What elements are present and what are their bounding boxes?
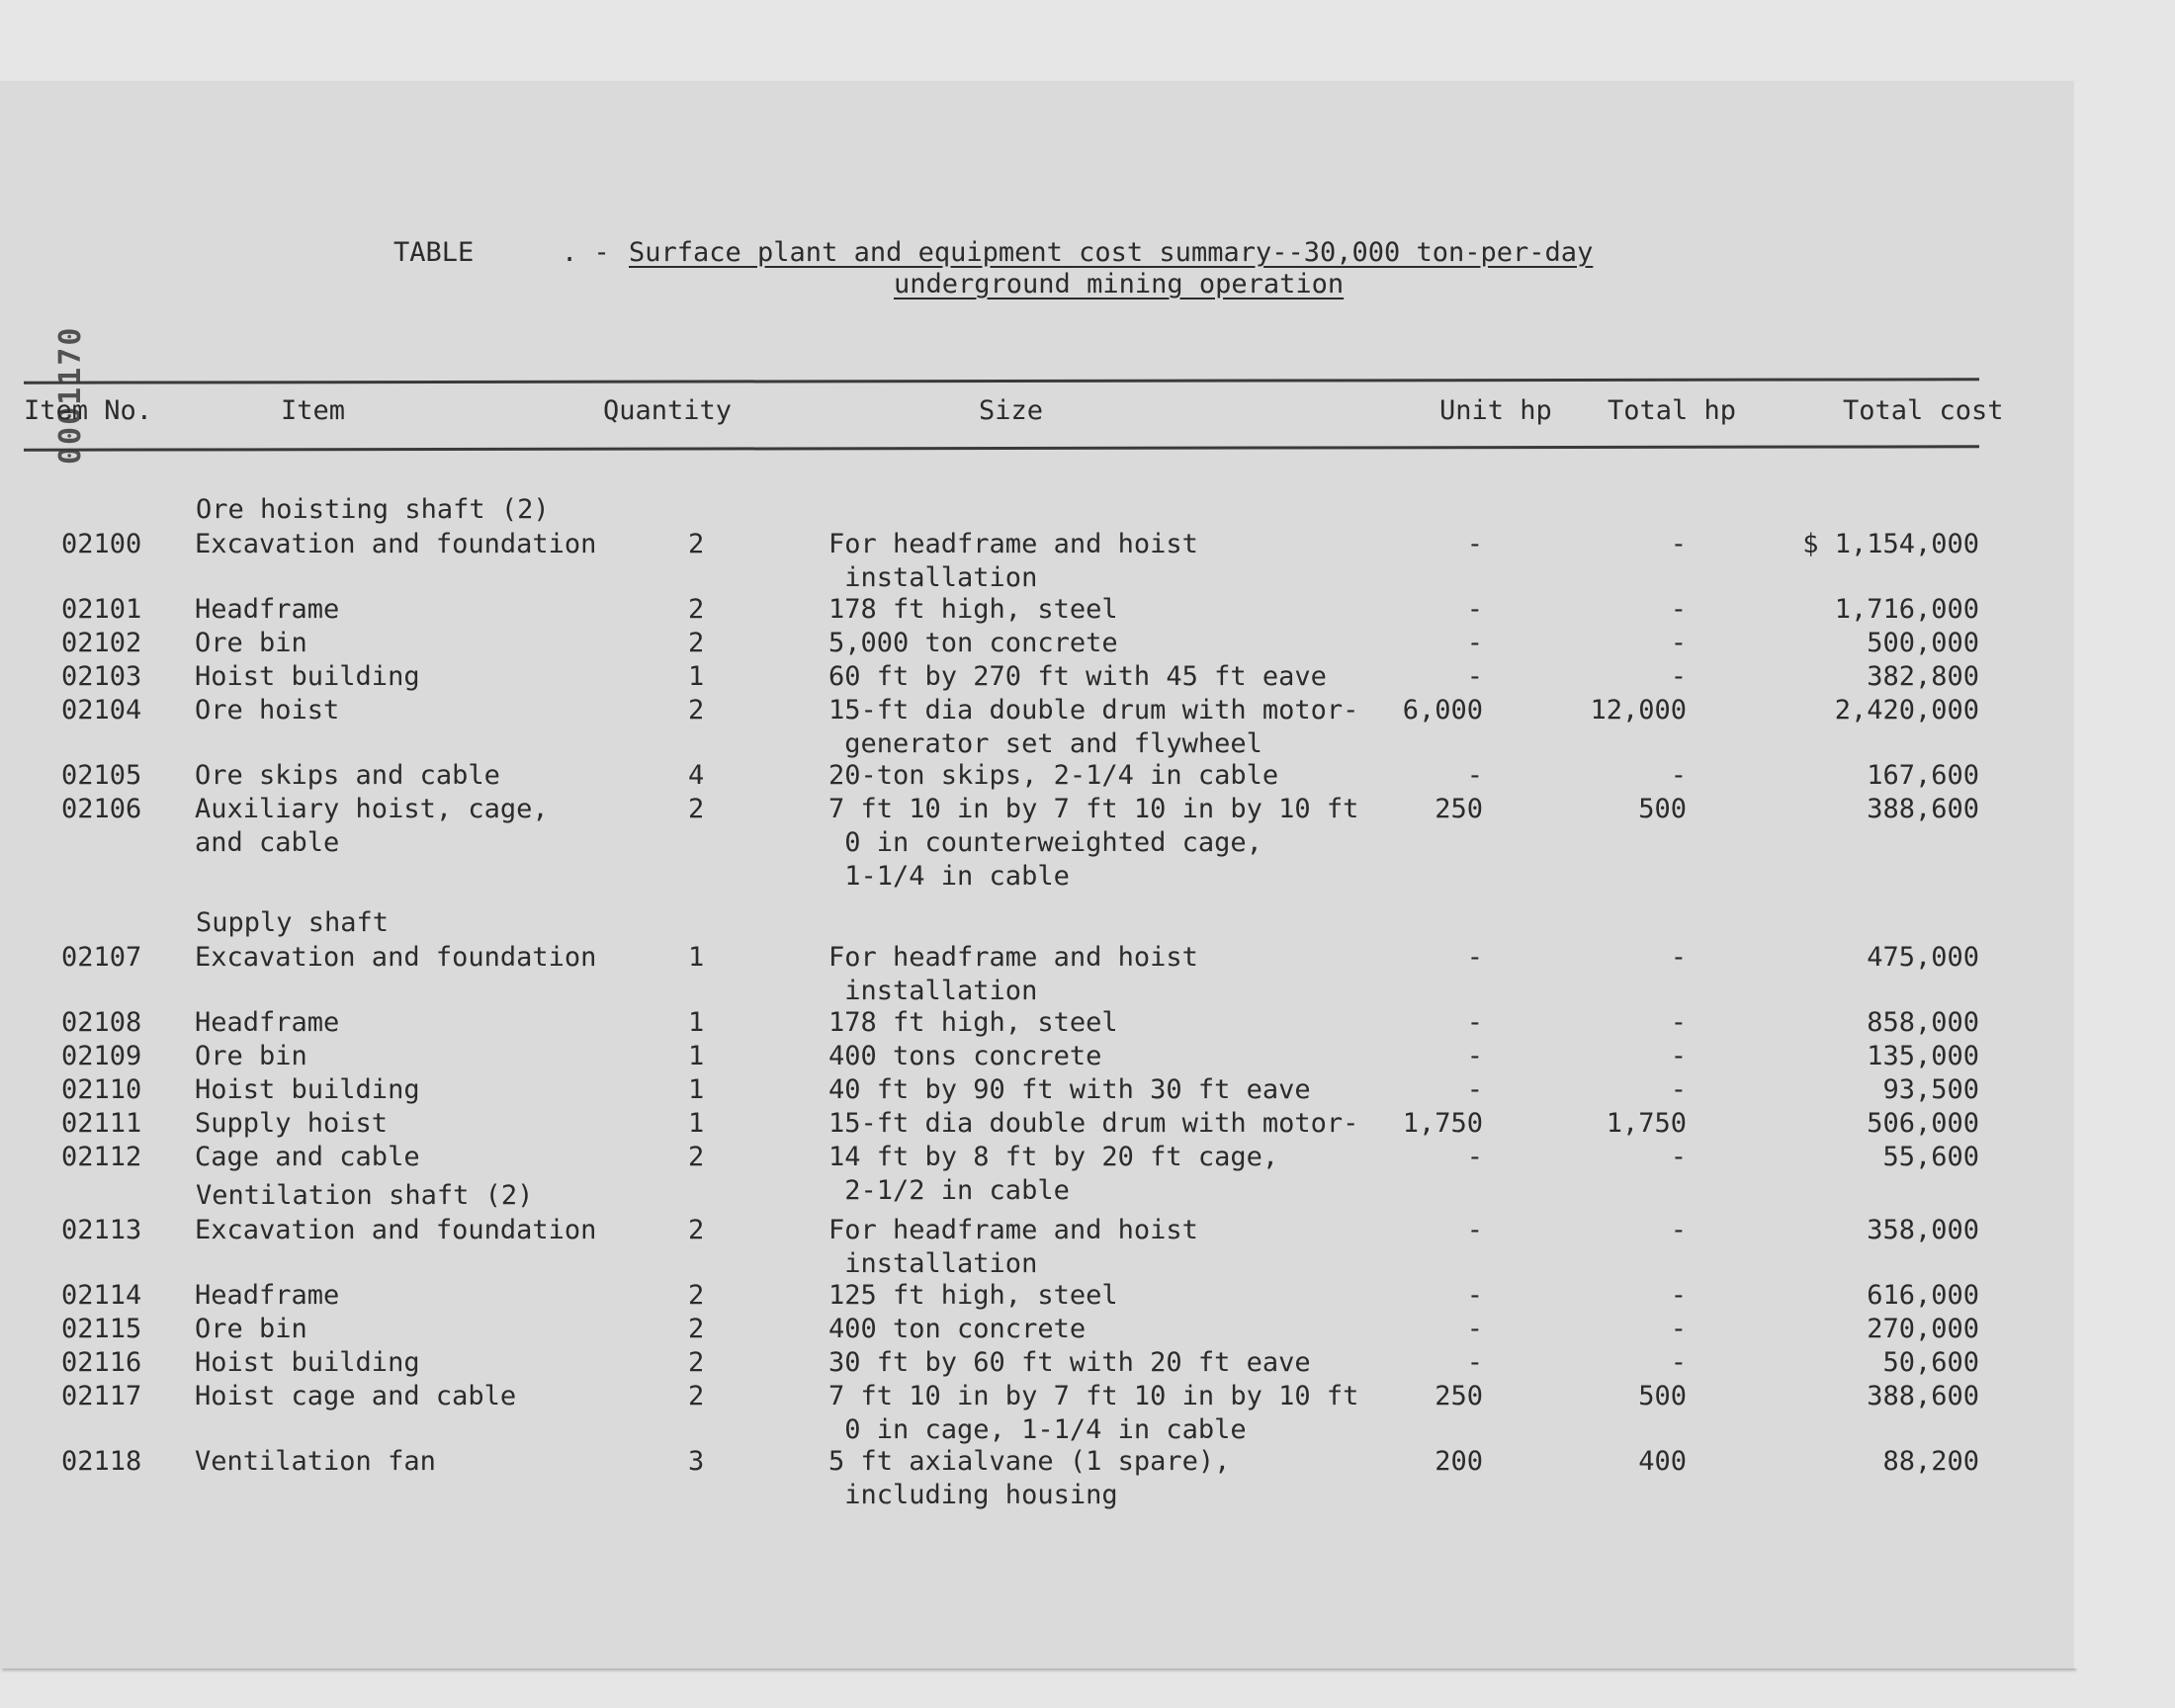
item-name: Supply hoist: [195, 1108, 389, 1139]
item-total-hp: -: [1670, 1347, 1687, 1378]
item-total-hp: -: [1670, 1041, 1687, 1071]
item-total-cost: 270,000: [1867, 1314, 1979, 1344]
section-heading: Ore hoisting shaft (2): [196, 494, 550, 525]
item-number: 02103: [61, 661, 142, 692]
item-size: 5,000 ton concrete: [828, 628, 1118, 658]
item-size: 30 ft by 60 ft with 20 ft eave: [828, 1347, 1311, 1378]
item-name: Hoist cage and cable: [195, 1381, 517, 1411]
item-total-cost: 388,600: [1867, 794, 1979, 824]
item-name: Hoist building: [195, 661, 420, 692]
header-total-cost: Total cost: [1843, 395, 2004, 426]
title-line-1: Surface plant and equipment cost summary--30,000 ton-per-day: [629, 237, 1594, 268]
item-total-hp: -: [1670, 942, 1687, 973]
item-unit-hp: -: [1466, 529, 1483, 559]
item-total-cost: 55,600: [1882, 1142, 1979, 1172]
page-edge: [2074, 81, 2090, 1668]
item-size: 178 ft high, steel: [828, 594, 1118, 625]
item-size: 178 ft high, steel: [828, 1007, 1118, 1038]
item-number: 02115: [61, 1314, 142, 1344]
item-total-hp: -: [1670, 1215, 1687, 1245]
item-number: 02108: [61, 1007, 142, 1038]
item-size: For headframe and hoist: [828, 942, 1198, 973]
title-dash: . -: [562, 237, 610, 268]
item-size: installation: [828, 1248, 1038, 1279]
item-total-hp: -: [1670, 529, 1687, 559]
item-name: Auxiliary hoist, cage,: [195, 794, 549, 824]
item-unit-hp: -: [1466, 1074, 1483, 1105]
item-total-cost: 388,600: [1867, 1381, 1979, 1411]
item-total-cost: 135,000: [1867, 1041, 1979, 1071]
item-unit-hp: 200: [1435, 1446, 1483, 1477]
item-size: installation: [828, 562, 1038, 593]
item-total-hp: -: [1670, 628, 1687, 658]
item-size: 15-ft dia double drum with motor-: [828, 1108, 1359, 1139]
item-total-hp: -: [1670, 1280, 1687, 1311]
item-total-hp: 500: [1638, 1381, 1687, 1411]
item-total-hp: -: [1670, 1142, 1687, 1172]
item-name: Ore bin: [195, 628, 307, 658]
item-total-cost: 500,000: [1867, 628, 1979, 658]
item-name: Ore skips and cable: [195, 760, 500, 791]
item-number: 02112: [61, 1142, 142, 1172]
item-total-hp: -: [1670, 1074, 1687, 1105]
item-name: Ventilation fan: [195, 1446, 436, 1477]
item-size: 400 ton concrete: [828, 1314, 1087, 1344]
item-unit-hp: 1,750: [1402, 1108, 1483, 1139]
item-total-hp: -: [1670, 1007, 1687, 1038]
header-quantity: Quantity: [603, 395, 733, 426]
item-number: 02117: [61, 1381, 142, 1411]
item-total-hp: -: [1670, 1314, 1687, 1344]
item-total-cost: 50,600: [1882, 1347, 1979, 1378]
item-size: 5 ft axialvane (1 spare),: [828, 1446, 1231, 1477]
item-number: 02118: [61, 1446, 142, 1477]
item-total-hp: 500: [1638, 794, 1687, 824]
item-size: 1-1/4 in cable: [828, 861, 1070, 892]
item-number: 02106: [61, 794, 142, 824]
item-number: 02110: [61, 1074, 142, 1105]
item-unit-hp: -: [1466, 942, 1483, 973]
item-number: 02101: [61, 594, 142, 625]
item-name: Excavation and foundation: [195, 942, 597, 973]
item-total-hp: -: [1670, 594, 1687, 625]
item-total-hp: 400: [1638, 1446, 1687, 1477]
item-total-hp: 1,750: [1606, 1108, 1687, 1139]
item-size: 15-ft dia double drum with motor-: [828, 695, 1359, 726]
title-line-2: underground mining operation: [894, 269, 1345, 299]
section-heading: Ventilation shaft (2): [196, 1180, 534, 1211]
item-number: 02109: [61, 1041, 142, 1071]
item-unit-hp: -: [1466, 1142, 1483, 1172]
title-prefix: TABLE: [393, 237, 475, 268]
item-size: 20-ton skips, 2-1/4 in cable: [828, 760, 1279, 791]
item-size: For headframe and hoist: [828, 1215, 1198, 1245]
item-name-continued: and cable: [195, 827, 340, 858]
item-total-cost: 382,800: [1867, 661, 1979, 692]
item-size: 14 ft by 8 ft by 20 ft cage,: [828, 1142, 1279, 1172]
item-total-cost: 616,000: [1867, 1280, 1979, 1311]
item-total-hp: -: [1670, 760, 1687, 791]
item-total-cost: 167,600: [1867, 760, 1979, 791]
item-total-cost: 858,000: [1867, 1007, 1979, 1038]
item-total-cost: 93,500: [1882, 1074, 1979, 1105]
item-unit-hp: -: [1466, 628, 1483, 658]
item-total-hp: -: [1670, 661, 1687, 692]
item-number: 02100: [61, 529, 142, 559]
item-number: 02114: [61, 1280, 142, 1311]
item-unit-hp: -: [1466, 594, 1483, 625]
item-name: Hoist building: [195, 1074, 420, 1105]
item-name: Ore bin: [195, 1314, 307, 1344]
item-unit-hp: -: [1466, 1007, 1483, 1038]
item-name: Ore hoist: [195, 695, 340, 726]
archive-stamp: 0001170: [53, 325, 88, 465]
item-name: Hoist building: [195, 1347, 420, 1378]
header-total-hp: Total hp: [1608, 395, 1737, 426]
item-unit-hp: -: [1466, 1347, 1483, 1378]
item-unit-hp: -: [1466, 1280, 1483, 1311]
item-unit-hp: 250: [1435, 794, 1483, 824]
item-number: 02113: [61, 1215, 142, 1245]
item-name: Headframe: [195, 594, 340, 625]
item-name: Cage and cable: [195, 1142, 420, 1172]
item-total-cost: 1,716,000: [1834, 594, 1979, 625]
item-unit-hp: -: [1466, 1215, 1483, 1245]
table-body: Ore hoisting shaft (2) Supply shaft Ventilation shaft (2) 02100 Excavation and foundation 2 For headframe and hoist installation - - $ 1,154,000 02101 Headframe 2 178 ft high, steel - - 1,716,000 02102 Ore bin 2 5,000 ton concrete - - 500,000 02103 Hoist building 1 60 ft by 270 ft with 45 ft eave - - 382,800 02104 Ore hoist 2 15-ft dia double drum with motor- generator set and flywheel 6,000 12,000 2,420,000 02105 Ore skips and cable 4 20-ton skips, 2-1/4 in cable - - 167,600 02106 Auxiliary hoist, cage, and cable 2 7 ft 10 in by 7 ft 10 in by 10 ft 0 in counterweighted cage, 1-1/4 in cable 250 500 388,600 02107 Excavation and foundation 1 For headframe and hoist installation - - 475,000 02108 Headframe 1 178 ft high, steel - - 858,000 02109 Ore bin 1 400 tons concrete - - 135,000 02110 Hoist building 1 40 ft by 90 ft with 30 ft eave - - 93,500 02111 Supply hoist 1 15-ft dia double drum with motor- 1,750 1,750 506,000 02112 Cage and cable 2 14 ft by 8 ft by 20 ft cage, 2-1/2 in cable - - 55,600 02113 Excavation and foundation 2 For headframe and hoist installation - - 358,000 02114 Headframe 2 125 ft high, steel - - 616,000 02115 Ore bin 2 400 ton concrete - - 270,000 02116 Hoist building 2 30 ft by 60 ft with 20 ft eave - - 50,600 02117 Hoist cage and cable 2 7 ft 10 in by 7 ft 10 in by 10 ft 0 in cage, 1-1/4 in cable 250 500 388,600 02118 Ventilation fan 3 5 ft axialvane (1 spare), including housing 200 400 88,200: [61, 494, 1979, 1510]
item-size: 40 ft by 90 ft with 30 ft eave: [828, 1074, 1311, 1105]
item-total-cost: 475,000: [1867, 942, 1979, 973]
header-unit-hp: Unit hp: [1439, 395, 1552, 426]
item-size: installation: [828, 976, 1038, 1006]
header-size: Size: [979, 395, 1044, 426]
item-number: 02102: [61, 628, 142, 658]
item-size: including housing: [828, 1480, 1118, 1510]
item-number: 02104: [61, 695, 142, 726]
item-unit-hp: -: [1466, 1314, 1483, 1344]
item-total-cost: 2,420,000: [1834, 695, 1979, 726]
item-unit-hp: 250: [1435, 1381, 1483, 1411]
item-unit-hp: -: [1466, 661, 1483, 692]
item-unit-hp: -: [1466, 760, 1483, 791]
item-name: Ore bin: [195, 1041, 307, 1071]
item-size: 7 ft 10 in by 7 ft 10 in by 10 ft: [828, 794, 1359, 824]
header-item-no: Item No.: [24, 395, 153, 426]
item-size: 2-1/2 in cable: [828, 1175, 1070, 1206]
header-item: Item: [281, 395, 346, 426]
item-number: 02107: [61, 942, 142, 973]
item-number: 02116: [61, 1347, 142, 1378]
item-total-hp: 12,000: [1590, 695, 1687, 726]
section-heading: Supply shaft: [196, 907, 390, 938]
item-size: For headframe and hoist: [828, 529, 1198, 559]
item-size: 0 in counterweighted cage,: [828, 827, 1262, 858]
item-unit-hp: 6,000: [1402, 695, 1483, 726]
item-total-cost: 506,000: [1867, 1108, 1979, 1139]
item-name: Excavation and foundation: [195, 1215, 597, 1245]
item-name: Headframe: [195, 1280, 340, 1311]
item-size: 400 tons concrete: [828, 1041, 1102, 1071]
item-unit-hp: -: [1466, 1041, 1483, 1071]
item-number: 02111: [61, 1108, 142, 1139]
item-size: 7 ft 10 in by 7 ft 10 in by 10 ft: [828, 1381, 1359, 1411]
item-total-cost: 88,200: [1882, 1446, 1979, 1477]
item-size: 0 in cage, 1-1/4 in cable: [828, 1414, 1247, 1445]
item-size: 125 ft high, steel: [828, 1280, 1118, 1311]
item-total-cost: $ 1,154,000: [1802, 529, 1979, 559]
item-number: 02105: [61, 760, 142, 791]
item-total-cost: 358,000: [1867, 1215, 1979, 1245]
item-name: Headframe: [195, 1007, 340, 1038]
item-name: Excavation and foundation: [195, 529, 597, 559]
item-size: generator set and flywheel: [828, 728, 1262, 759]
item-size: 60 ft by 270 ft with 45 ft eave: [828, 661, 1327, 692]
